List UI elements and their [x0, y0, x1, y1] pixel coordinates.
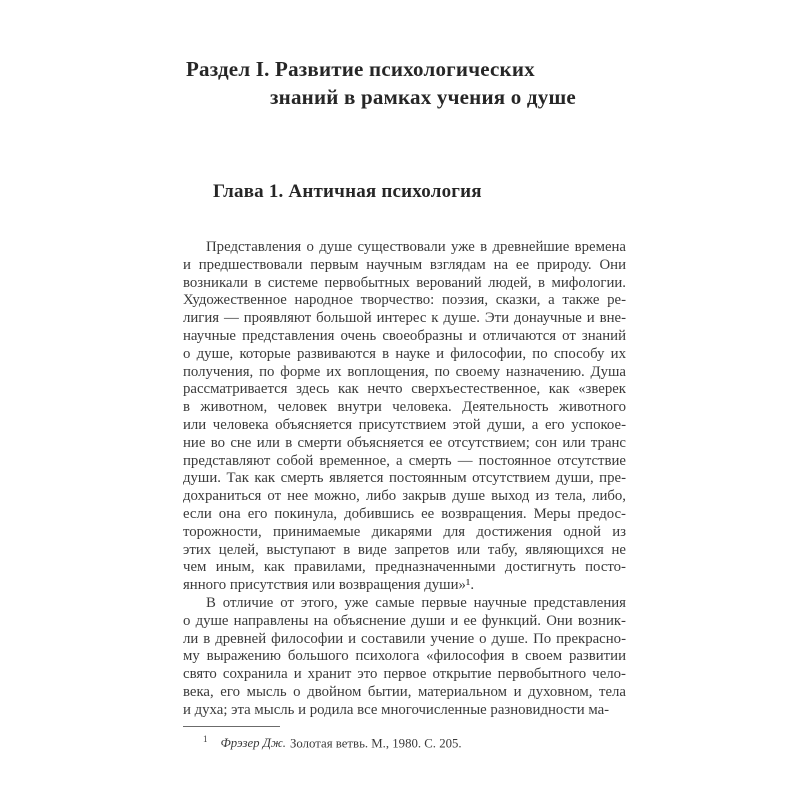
footnote	[183, 726, 626, 751]
body-line: или человека объясняется присутствием этой души, а его успокое-	[183, 416, 626, 433]
section-title	[186, 55, 646, 111]
body-line: души. Так как смерть является постоянным отсутствием души, пре-	[183, 470, 626, 487]
body-line: представляют собой временное, а смерть — постоянное отсутствие	[183, 452, 626, 469]
body-line: и духа; эта мысль и родила все многочисленные разновидности ма-	[183, 701, 610, 718]
footnote-text	[183, 732, 626, 751]
body-line: В отличие от этого, уже самые первые научные представления	[206, 594, 626, 611]
body-line: рассматривается здесь как нечто сверхъестественное, как «зверек	[183, 381, 626, 398]
body-line: Художественное народное творчество: поэзия, сказки, а также ре-	[183, 292, 626, 309]
body-line: века, его мысль о двойном бытии, материальном и духовном, тела	[183, 683, 626, 700]
body-line: торожности, принимаемые дикарями для достижения одной из	[183, 523, 626, 540]
section-title-line2: знаний в рамках учения о душе	[270, 85, 576, 109]
footnote-divider	[183, 726, 280, 727]
body-line: о душе направлены на объяснение души и ее функций. Они возник-	[183, 612, 626, 629]
body-line: дохраниться от нее можно, либо закрыв душе выход из тела, либо,	[183, 488, 626, 505]
chapter-title: Глава 1. Античная психология	[213, 181, 482, 202]
body-line: янного присутствия или возвращения души»¹.	[183, 577, 475, 594]
body-line: научные представления очень своеобразны и отличаются от знаний	[183, 327, 626, 344]
body-line: ние во сне или в смерти объясняется ее отсутствием; сон или транс	[183, 434, 626, 451]
body-line: в животном, человек внутри человека. Деятельность животного	[183, 399, 626, 416]
body-line: ли в древней философии и составили учение о душе. По прекрасно-	[183, 630, 626, 647]
body-line: и предшествовали первым научным взглядам на ее природу. Они	[183, 256, 626, 273]
body-line: свято сохранила и хранит это первое открытие первобытного чело-	[183, 666, 626, 683]
body-line: если она его покинула, добившись ее возвращения. Меры предос-	[183, 505, 626, 522]
body-line: му выражению большого психолога «философия в своем развитии	[183, 648, 626, 665]
body-line: этих целей, выступают в виде запретов или табу, являющихся не	[183, 541, 626, 558]
body-line: лигия — проявляют большой интерес к душе. Эти донаучные и вне-	[183, 310, 626, 327]
body-line: чем иным, как правилами, предназначенными достигнуть посто-	[183, 559, 626, 576]
body-line: о душе, которые развиваются в науке и философии, по способу их	[183, 345, 626, 362]
body-text	[183, 239, 626, 720]
footnote-author: Фрэзер Дж.	[220, 736, 287, 751]
body-line: Представления о душе существовали уже в древнейшие времена	[206, 239, 626, 255]
footnote-marker: 1	[203, 734, 208, 744]
section-title-line1: Раздел I. Развитие психологических	[186, 57, 535, 81]
body-line: возникали в системе первобытных верований людей, в мифологии.	[183, 274, 626, 291]
body-line: получения, по форме их воплощения, по своему назначению. Душа	[183, 363, 626, 380]
footnote-source: Золотая ветвь. М., 1980. С. 205.	[290, 736, 462, 751]
